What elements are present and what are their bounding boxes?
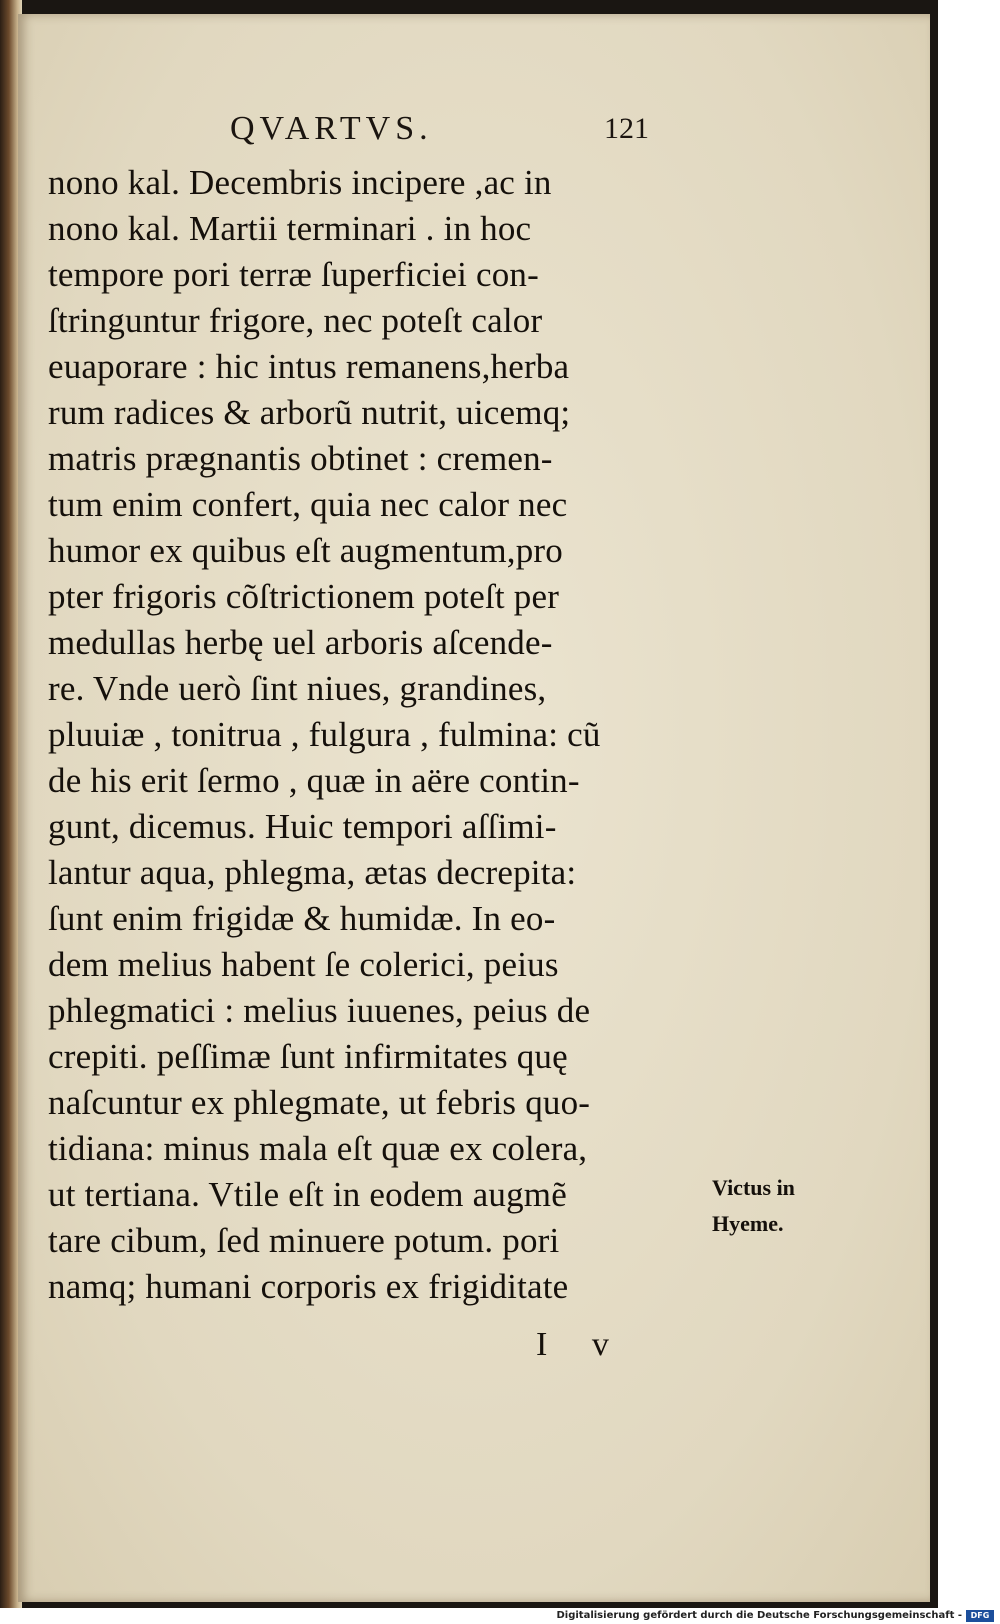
text-line: medullas herbę uel arboris aſcende- (48, 623, 553, 662)
text-line: naſcuntur ex phlegmate, ut febris quo- (48, 1083, 591, 1122)
digitization-footer (0, 1608, 1000, 1624)
text-line: humor ex quibus eſt augmentum,pro (48, 531, 563, 570)
text-line: de his erit ſermo , quæ in aëre contin- (48, 761, 580, 800)
text-line: pluuiæ , tonitrua , fulgura , fulmina: cũ (48, 715, 601, 754)
text-line: ſunt enim frigidæ & humidæ. In eo- (48, 899, 556, 938)
funding-credit: Digitalisierung gefördert durch die Deutsche Forschungsgemeinschaft - (556, 1610, 962, 1621)
signature-mark: I v (536, 1326, 627, 1363)
book-page (18, 14, 930, 1602)
text-line: nono kal. Decembris incipere ,ac in (48, 163, 552, 202)
running-title: QVARTVS. (230, 110, 433, 147)
text-line: pter frigoris cõſtrictionem poteſt per (48, 577, 560, 616)
text-line: ut tertiana. Vtile eſt in eodem augmẽ (48, 1175, 567, 1214)
page-number: 121 (604, 112, 649, 145)
margin-note-line: Hyeme. (712, 1211, 784, 1236)
text-line: matris prægnantis obtinet : cremen- (48, 439, 553, 478)
text-line: tempore pori terræ ſuperficiei con- (48, 255, 539, 294)
dfg-logo[interactable]: DFG (966, 1610, 994, 1622)
text-line: gunt, dicemus. Huic tempori aſſimi- (48, 807, 557, 846)
text-line: lantur aqua, phlegma, ætas decrepita: (48, 853, 577, 892)
margin-note-line: Victus in (712, 1175, 795, 1200)
text-line: rum radices & arborũ nutrit, uicemq; (48, 393, 571, 432)
text-line: namq; humani corporis ex frigiditate (48, 1267, 569, 1306)
text-line: tidiana: minus mala eſt quæ ex colera, (48, 1129, 588, 1168)
page-header (18, 110, 930, 160)
text-line: ſtringuntur frigore, nec poteſt calor (48, 301, 543, 340)
text-line: dem melius habent ſe colerici, peius (48, 945, 559, 984)
body-text (48, 160, 708, 1310)
margin-note (712, 1170, 822, 1242)
text-line: crepiti. peſſimæ ſunt infirmitates quę (48, 1037, 568, 1076)
text-line: euaporare : hic intus remanens,herba (48, 347, 570, 386)
text-line: re. Vnde uerò ſint niues, grandines, (48, 669, 547, 708)
text-line: tum enim confert, quia nec calor nec (48, 485, 568, 524)
text-line: tare cibum, ſed minuere potum. pori (48, 1221, 560, 1260)
text-line: nono kal. Martii terminari . in hoc (48, 209, 532, 248)
text-line: phlegmatici : melius iuuenes, peius de (48, 991, 591, 1030)
